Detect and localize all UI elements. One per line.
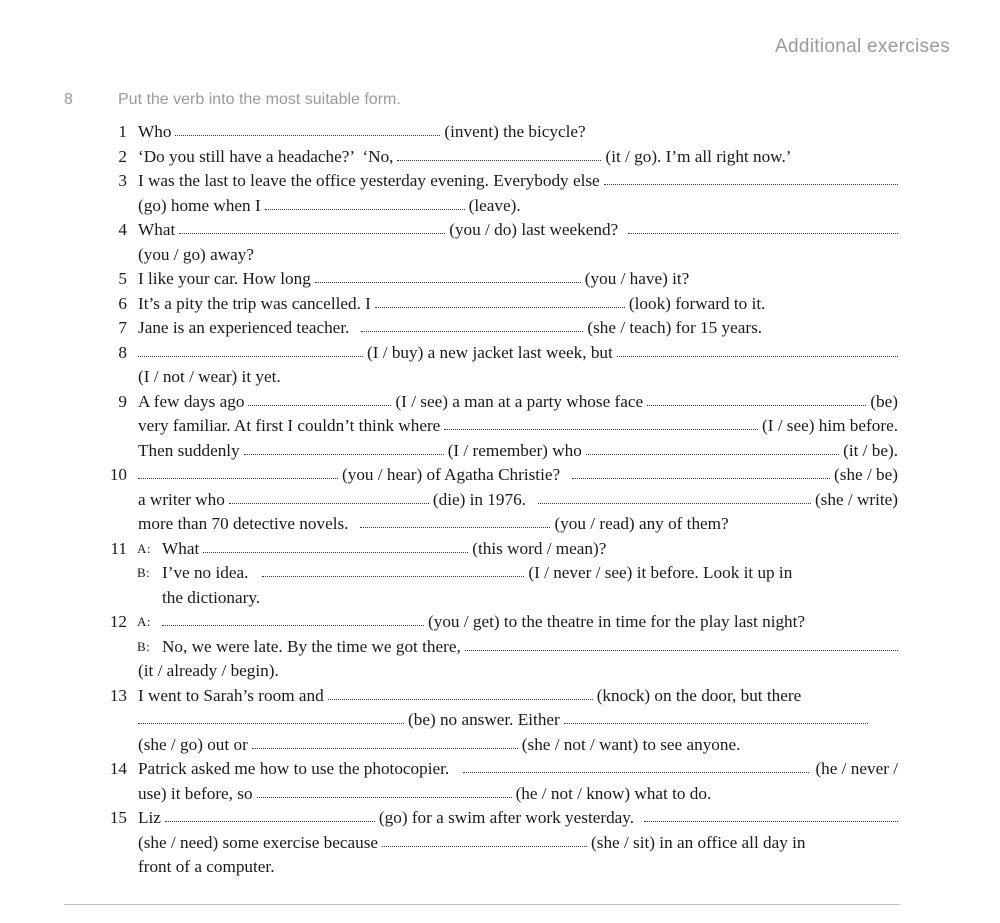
item-text: A few days ago	[138, 391, 245, 411]
exercise-line	[0, 145, 1000, 170]
verb-prompt: (you / hear) of Agatha Christie?	[342, 465, 561, 484]
item-number: 3	[118, 171, 127, 190]
item-number: 12	[109, 612, 127, 631]
exercise-line	[0, 708, 1000, 733]
item-text: Who	[138, 122, 172, 141]
answer-blank[interactable]	[617, 350, 898, 357]
verb-prompt: (I / never / see) it before. Look it up in	[528, 563, 793, 582]
answer-blank[interactable]	[162, 619, 424, 626]
exercise-line	[0, 267, 1000, 292]
item-text: Patrick asked me how to use the photocopier.	[138, 759, 450, 778]
verb-prompt: (I / remember) who	[447, 440, 582, 460]
answer-blank[interactable]	[175, 129, 440, 136]
exercise-line	[0, 243, 1000, 268]
answer-blank[interactable]	[203, 546, 468, 553]
answer-blank[interactable]	[252, 742, 518, 749]
speaker-label: B:	[137, 638, 151, 654]
answer-blank[interactable]	[244, 448, 444, 455]
verb-prompt: (I / not / wear) it yet.	[138, 367, 281, 386]
verb-prompt: (you / read) any of them?	[554, 514, 729, 533]
exercise-line	[0, 414, 1000, 439]
answer-blank[interactable]	[538, 497, 811, 504]
item-text: It’s a pity the trip was cancelled. I	[138, 293, 371, 313]
item-number: 14	[109, 759, 127, 778]
verb-prompt: (go) home when I	[138, 195, 261, 215]
verb-prompt: (I / see) a man at a party whose face	[395, 391, 644, 411]
exercise-line	[0, 488, 1000, 513]
answer-blank[interactable]	[564, 717, 868, 724]
item-text: I like your car. How long	[138, 269, 311, 288]
item-number: 10	[109, 465, 127, 484]
item-number: 11	[110, 538, 127, 558]
answer-blank[interactable]	[444, 423, 758, 430]
exercise-line	[0, 635, 1000, 660]
speaker-label: A:	[137, 614, 151, 629]
verb-prompt: (he / not / know) what to do.	[515, 783, 712, 803]
exercise-line	[0, 169, 1000, 194]
item-text: very familiar. At first I couldn’t think where	[138, 416, 441, 435]
answer-blank[interactable]	[463, 766, 809, 773]
answer-blank[interactable]	[248, 399, 391, 406]
answer-blank[interactable]	[361, 325, 583, 332]
verb-prompt: (leave).	[468, 195, 521, 215]
item-number: 8	[118, 342, 127, 362]
exercise-line	[0, 463, 1000, 488]
verb-prompt: (die) in 1976.	[432, 489, 526, 509]
verb-prompt: use) it before, so	[138, 783, 253, 803]
speaker-label: B:	[137, 565, 151, 580]
answer-blank[interactable]	[229, 497, 429, 504]
verb-prompt: (she / write)	[814, 489, 898, 509]
item-text: a writer who	[138, 489, 225, 509]
item-number: 4	[118, 220, 127, 239]
exercise-line	[0, 610, 1000, 635]
verb-prompt: (knock) on the door, but there	[596, 685, 802, 705]
item-text: front of a computer.	[138, 857, 275, 876]
verb-prompt: (it / be).	[843, 440, 898, 460]
answer-blank[interactable]	[647, 399, 866, 406]
verb-prompt: (I / buy) a new jacket last week, but	[367, 342, 613, 362]
verb-prompt: (it / go). I’m all right now.’	[605, 146, 792, 166]
answer-blank[interactable]	[382, 840, 587, 847]
verb-prompt: (you / get) to the theatre in time for the play last night?	[428, 612, 806, 631]
page-divider	[64, 904, 900, 905]
exercise-line	[0, 561, 1000, 586]
item-text: No, we were late. By the time we got there,	[162, 636, 461, 656]
exercise-line	[0, 194, 1000, 219]
verb-prompt: (be)	[870, 391, 898, 411]
answer-blank[interactable]	[397, 154, 601, 161]
exercise-line	[0, 806, 1000, 831]
verb-prompt: (it / already / begin).	[138, 661, 279, 680]
answer-blank[interactable]	[257, 791, 512, 798]
section-title: Additional exercises	[775, 36, 950, 57]
exercise-line	[0, 439, 1000, 464]
verb-prompt: (she / go) out or	[138, 734, 248, 754]
item-text: Jane is an experienced teacher.	[138, 318, 350, 337]
exercise-number: 8	[64, 91, 73, 108]
exercise-line	[0, 855, 1000, 880]
verb-prompt: (look) forward to it.	[628, 293, 766, 313]
exercise-line	[0, 120, 1000, 145]
answer-blank[interactable]	[265, 203, 465, 210]
verb-prompt: (this word / mean)?	[472, 538, 607, 558]
exercise-line	[0, 733, 1000, 758]
verb-prompt: (she / be)	[834, 465, 898, 484]
item-text: I was the last to leave the office yesterday evening. Everybody else	[138, 171, 600, 190]
verb-prompt: (she / teach) for 15 years.	[587, 318, 763, 337]
answer-blank[interactable]	[179, 227, 445, 234]
verb-prompt: (be) no answer. Either	[408, 710, 560, 729]
item-number: 7	[118, 318, 127, 337]
exercise-instruction: Put the verb into the most suitable form.	[118, 91, 401, 108]
verb-prompt: (you / do) last weekend?	[449, 220, 619, 239]
exercise-line	[0, 365, 1000, 390]
answer-blank[interactable]	[572, 472, 830, 479]
item-text: What	[162, 538, 200, 558]
exercise-line	[0, 316, 1000, 341]
answer-blank[interactable]	[328, 693, 593, 700]
item-number: 1	[118, 122, 127, 141]
exercise-line	[0, 782, 1000, 807]
answer-blank[interactable]	[586, 448, 839, 455]
item-text: the dictionary.	[162, 587, 261, 607]
exercise-line	[0, 684, 1000, 709]
exercise-line	[0, 757, 1000, 782]
exercise-line	[0, 292, 1000, 317]
item-text: What	[138, 220, 176, 239]
item-number: 9	[118, 391, 127, 411]
answer-blank[interactable]	[644, 815, 898, 822]
exercise-line	[0, 218, 1000, 243]
verb-prompt: (you / go) away?	[138, 244, 254, 264]
item-number: 13	[109, 685, 127, 705]
verb-prompt: (she / need) some exercise because	[138, 832, 379, 852]
exercise-line	[0, 659, 1000, 684]
answer-blank[interactable]	[165, 815, 375, 822]
answer-blank[interactable]	[604, 178, 898, 185]
answer-blank[interactable]	[315, 276, 581, 283]
verb-prompt: (he / never /	[815, 759, 898, 778]
item-number: 6	[118, 293, 127, 313]
item-text: I’ve no idea.	[162, 563, 249, 582]
answer-blank[interactable]	[262, 570, 524, 577]
item-text: Then suddenly	[138, 440, 240, 460]
verb-prompt: (invent) the bicycle?	[444, 122, 586, 141]
item-number: 2	[118, 146, 127, 166]
verb-prompt: (you / have) it?	[584, 269, 690, 288]
verb-prompt: (go) for a swim after work yesterday.	[378, 808, 635, 827]
answer-blank[interactable]	[138, 350, 363, 357]
item-text: more than 70 detective novels.	[138, 514, 349, 533]
verb-prompt: (I / see) him before.	[761, 416, 898, 435]
item-text: ‘Do you still have a headache?’ ‘No,	[138, 146, 394, 166]
exercise-line	[0, 537, 1000, 562]
exercise-line	[0, 586, 1000, 611]
exercise-line	[0, 390, 1000, 415]
item-text: Liz	[138, 808, 161, 827]
item-text: I went to Sarah’s room and	[138, 685, 324, 705]
verb-prompt: (she / sit) in an office all day in	[591, 832, 806, 852]
item-number: 5	[118, 269, 127, 288]
answer-blank[interactable]	[360, 521, 550, 528]
answer-blank[interactable]	[375, 301, 625, 308]
exercise-line	[0, 341, 1000, 366]
exercise-line	[0, 831, 1000, 856]
answer-blank[interactable]	[138, 472, 338, 479]
item-number: 15	[109, 808, 127, 827]
answer-blank[interactable]	[138, 717, 404, 724]
speaker-label: A:	[137, 540, 151, 556]
answer-blank[interactable]	[465, 644, 898, 651]
answer-blank[interactable]	[628, 227, 898, 234]
exercise-line	[0, 512, 1000, 537]
verb-prompt: (she / not / want) to see anyone.	[521, 734, 741, 754]
